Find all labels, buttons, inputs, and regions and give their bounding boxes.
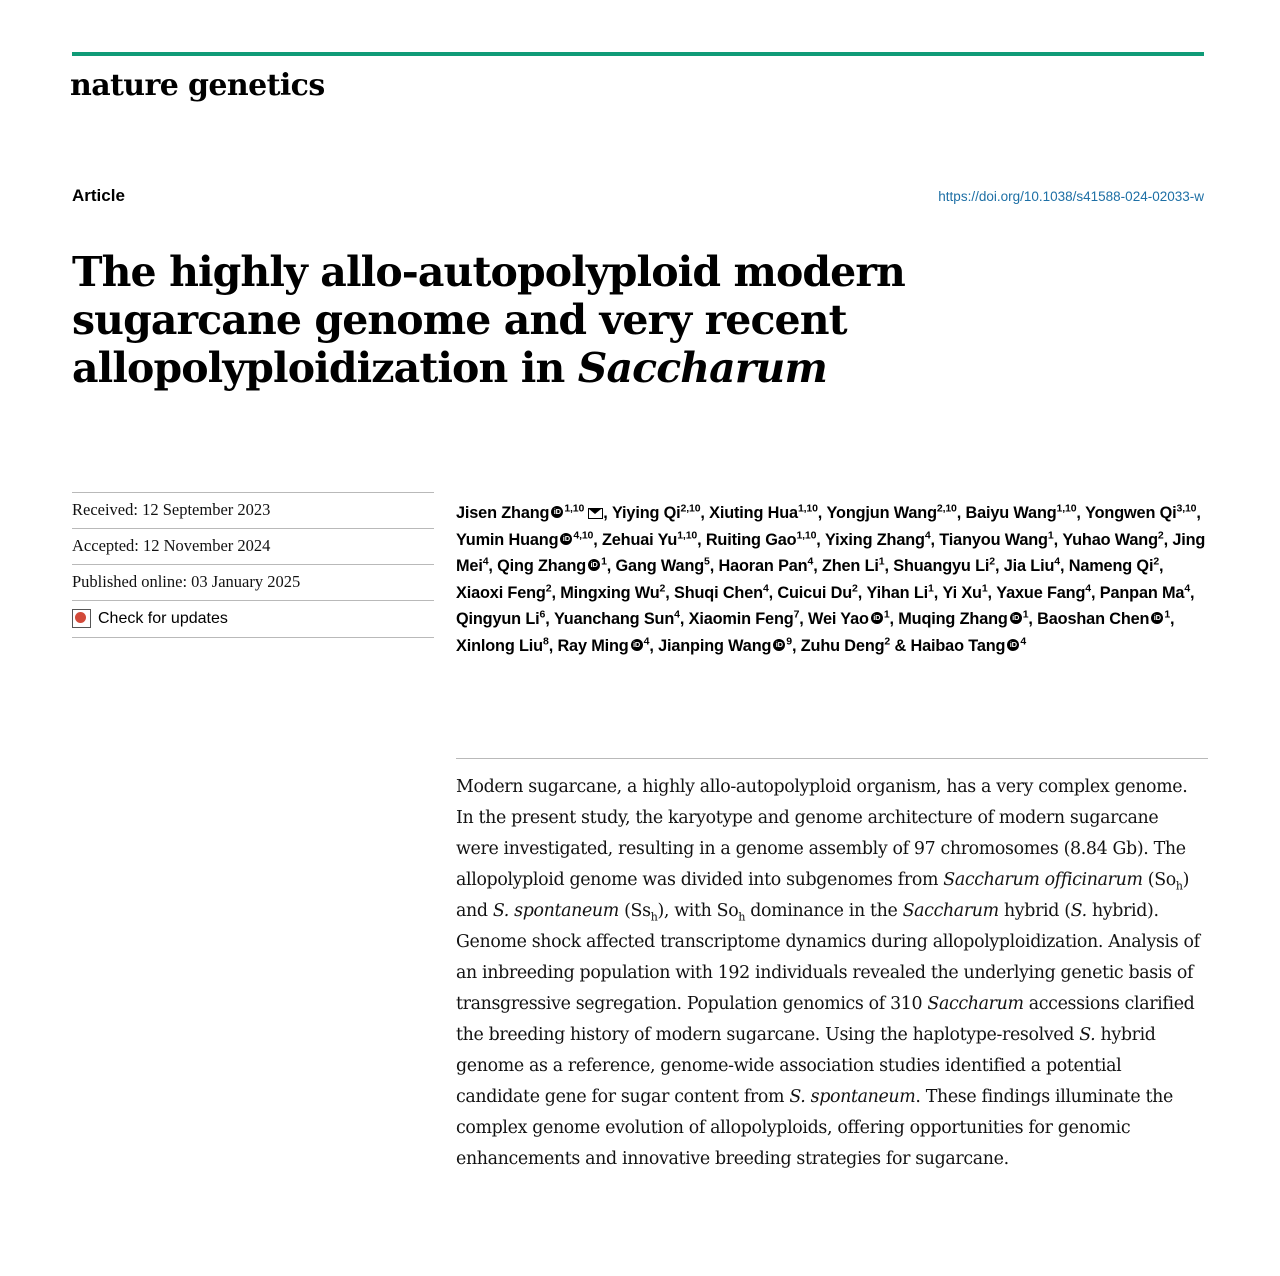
- orcid-icon[interactable]: [1151, 612, 1163, 624]
- abstract-text: Modern sugarcane, a highly allo-autopolyploid organism, has a very complex genome. In the present study, the karyotype and genome architecture of modern sugarcane were investigated, resulting in a genome assembly of 97 chromosomes (8.84 Gb). The allopolyploid genome was divided into subgenomes from Saccharum officinarum $(So_h)$ and S. spontaneum $(Ss_h)$, with $So_h$ dominance in the Saccharum hybrid (S. hybrid). Genome shock affected transcriptome dynamics during allopolyploidization. Analysis of an inbreeding population with 192 individuals revealed the underlying genetic basis of transgressive segregation. Population genomics of 310 Saccharum accessions clarified the breeding history of modern sugarcane. Using the haplotype-resolved S. hybrid genome as a reference, genome-wide association studies identified a potential candidate gene for sugar content from S. spontaneum. These findings illuminate the complex genome evolution of allopolyploids, offering opportunities for genomic enhancements and innovative breeding strategies for sugarcane.: [456, 777, 1200, 1169]
- orcid-icon[interactable]: [551, 506, 563, 518]
- crossmark-icon: [72, 609, 91, 628]
- title-line-3-italic: Saccharum: [577, 344, 827, 393]
- article-type-label: Article: [72, 186, 125, 205]
- orcid-icon[interactable]: [773, 639, 785, 651]
- orcid-icon[interactable]: [588, 559, 600, 571]
- check-for-updates[interactable]: [72, 600, 434, 638]
- orcid-icon[interactable]: [871, 612, 883, 624]
- orcid-icon[interactable]: [631, 639, 643, 651]
- article-meta-row: [72, 186, 1204, 206]
- journal-name: nature genetics: [70, 68, 325, 103]
- orcid-icon[interactable]: [560, 533, 572, 545]
- brand-accent-bar: [72, 52, 1204, 56]
- title-line-3-prefix: allopolyploidization in: [72, 344, 578, 393]
- received-date: Received: 12 September 2023: [72, 492, 434, 528]
- orcid-icon[interactable]: [1010, 612, 1022, 624]
- title-line-2: sugarcane genome and very recent: [72, 296, 847, 345]
- doi-link[interactable]: https://doi.org/10.1038/s41588-024-02033-w: [938, 189, 1204, 204]
- author-list: Jisen Zhang iD $^{1,10}$ , Yiying Qi$^{2,10}$, Xiuting Hua$^{1,10}$, Yongjun Wang$^{2,10}$, Baiyu Wang$^{1,10}$, Yongwen Qi$^{3,10}$, Yumin Huang iD $^{4,10}$, Zehuai Yu$^{1,10}$, Ruiting Gao$^{1,10}$, Yixing Zhang$^4$, Tianyou Wang$^1$, Yuhao Wang$^2$, Jing Mei$^4$, Qing Zhang iD $^1$, Gang Wang$^5$, Haoran Pan$^4$, Zhen Li$^1$, Shuangyu Li$^2$, Jia Liu$^4$, Nameng Qi$^2$, Xiaoxi Feng$^2$, Mingxing Wu$^2$, Shuqi Chen$^4$, Cuicui Du$^2$, Yihan Li$^1$, Yi Xu$^1$, Yaxue Fang$^4$, Panpan Ma$^4$, Qingyun Li$^6$, Yuanchang Sun$^4$, Xiaomin Feng$^7$, Wei Yao iD $^1$, Muqing Zhang iD $^1$, Baoshan Chen iD $^1$, Xinlong Liu$^8$, Ray Ming iD $^4$, Jianping Wang iD $^9$, Zuhu Deng$^2$ & Haibao Tang iD $^4$: [456, 500, 1208, 659]
- page-title: [72, 249, 1072, 393]
- title-line-1: The highly allo-autopolyploid modern: [72, 248, 905, 297]
- accepted-date: Accepted: 12 November 2024: [72, 528, 434, 564]
- publication-dates: [72, 492, 434, 638]
- orcid-icon[interactable]: [1007, 639, 1019, 651]
- check-for-updates-label: Check for updates: [98, 609, 228, 627]
- email-icon[interactable]: [588, 508, 603, 519]
- abstract-divider: [456, 758, 1208, 759]
- published-online-date: Published online: 03 January 2025: [72, 564, 434, 600]
